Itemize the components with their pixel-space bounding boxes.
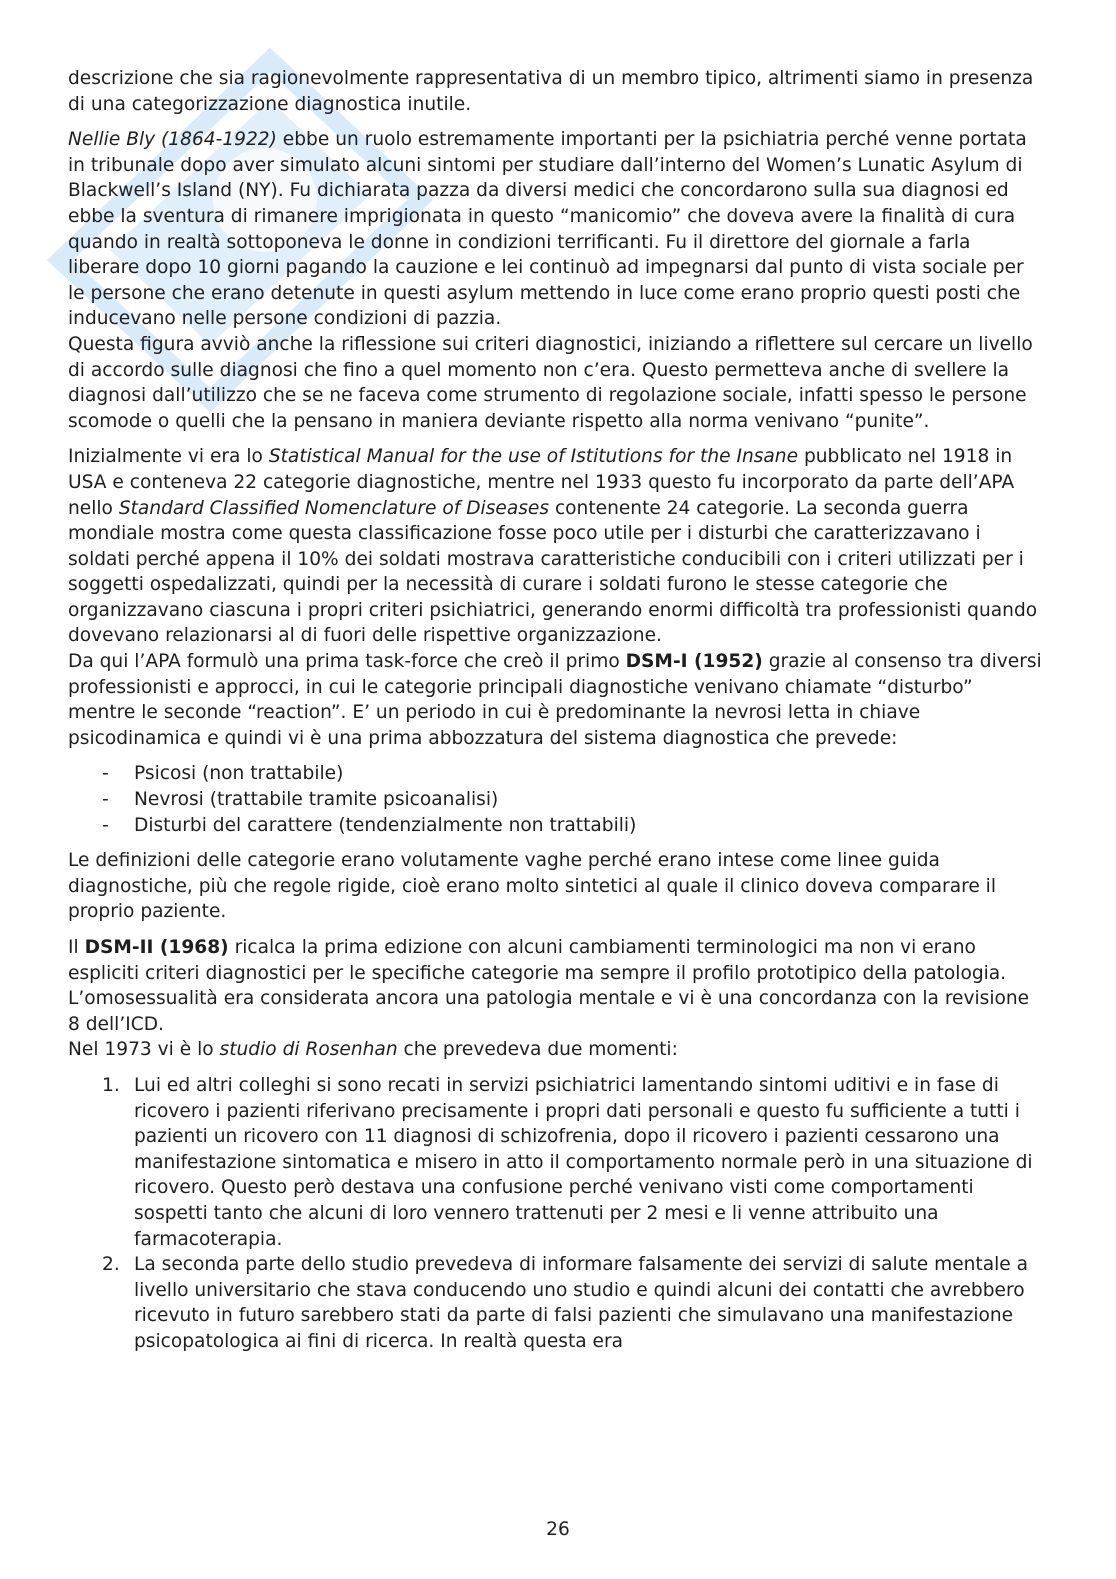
statistical-manual-text-c: contenente 24 categorie. La seconda guerra mondiale mostra come questa classificazione fosse poco utile per i disturbi che caratterizzavano i soldati perché appena il 10% dei soldati mostrava caratteristiche conducibili con i criteri utilizzati per i soggetti ospedalizzati, quindi per la necessità di curare i soldati furono le stesse categorie che organizzavano ciascuna i propri criteri psichiatrici, generando enormi difficoltà tra professionisti quando dovevano relazionarsi al di fuori delle rispettive organizzazione. xyxy=(68,497,1038,647)
paragraph-rosenhan xyxy=(68,1037,1043,1063)
rosenhan-text-b: che prevedeva due momenti: xyxy=(397,1039,678,1061)
list-item xyxy=(68,1073,1043,1252)
dsm-ii-text-a: Il xyxy=(68,937,85,958)
paragraph-dsm-ii xyxy=(68,935,1043,1037)
list-item-text: Disturbi del carattere (tendenzialmente non trattabili) xyxy=(134,814,637,836)
list-number: 1. xyxy=(102,1074,120,1096)
nomenclature-title: Standard Classified Nomenclature of Diseases xyxy=(118,497,550,519)
paragraph-intro: descrizione che sia ragionevolmente rappresentativa di un membro tipico, altrimenti siamo in presenza di una categorizzazione diagnostica inutile. xyxy=(68,68,1034,115)
document-body xyxy=(68,66,1043,1355)
list-item-text: La seconda parte dello studio prevedeva di informare falsamente dei servizi di salute mentale a livello universitario che stava conducendo uno studio e quindi alcuni dei contatti che avrebbero ricevuto in futuro sarebbero stati da parte di falsi pazienti che simulavano una manifestazione psicopatologica ai fini di ricerca. In realtà questa era xyxy=(134,1254,1029,1352)
list-item xyxy=(68,813,1043,839)
paragraph-statistical-manual xyxy=(68,444,1043,649)
dsm-i-text-a: Da qui l’APA formulò una prima task-force che creò il primo xyxy=(68,651,626,673)
nellie-bly-text: ebbe un ruolo estremamente importanti per la psichiatria perché venne portata in tribunale dopo aver simulato alcuni sintomi per studiare dall’interno del Women’s Lunatic Asylum di Blackwell’s Island (NY). Fu dichiarata pazza da diversi medici che concordarono sulla sua diagnosi ed ebbe la sventura di rimanere imprigionata in questo “manicomio” che doveva avere la finalità di cura quando in realtà sottoponeva le donne in condizioni terrificanti. Fu il direttore del giornale a farla liberare dopo 10 giorni pagando la cauzione e lei continuò ad impegnarsi dal punto di vista sociale per le persone che erano detenute in questi asylum mettendo in luce come erano proprio questi posti che inducevano nelle persone condizioni di pazzia. xyxy=(68,129,1027,330)
dsm-i-term: DSM-I (1952) xyxy=(625,651,763,673)
diagnostic-categories-list xyxy=(68,761,1043,838)
dsm-ii-term: DSM-II (1968) xyxy=(84,937,229,958)
list-item xyxy=(68,761,1043,787)
paragraph-definitions: Le definizioni delle categorie erano volutamente vaghe perché erano intese come linee guida diagnostiche, più che regole rigide, cioè erano molto sintetici al quale il clinico doveva comparare il proprio paziente. xyxy=(68,850,997,923)
rosenhan-steps-list xyxy=(68,1073,1043,1355)
list-marker: - xyxy=(102,763,109,785)
dsm-i-text-c: grazie al consenso tra diversi professionisti e approcci, in cui le categorie principali diagnostiche venivano chiamate “disturbo” mentre le seconde “reaction”. E’ un periodo in cui è predominante la nevrosi letta in chiave psicodinamica e quindi vi è una prima abbozzatura del sistema diagnostica che prevede: xyxy=(68,651,1042,749)
list-item-text: Psicosi (non trattabile) xyxy=(134,763,344,785)
page-number: 26 xyxy=(546,1519,570,1540)
list-item-text: Nevrosi (trattabile tramite psicoanalisi) xyxy=(134,789,499,811)
statistical-manual-text-a: Inizialmente vi era lo xyxy=(68,446,269,468)
list-item xyxy=(68,1252,1043,1354)
rosenhan-study: studio di Rosenhan xyxy=(219,1039,398,1061)
nellie-bly-lead: Nellie Bly (1864-1922) xyxy=(68,129,277,151)
statistical-manual-text-b: pubblicato nel 1918 in USA e conteneva 22 categorie diagnostiche, mentre nel 1933 questo fu incorporato da parte dell’APA nello xyxy=(68,446,1015,519)
list-marker: - xyxy=(102,789,109,811)
statistical-manual-title: Statistical Manual for the use of Istitutions for the Insane xyxy=(268,446,799,468)
paragraph-nellie-bly xyxy=(68,127,1043,332)
rosenhan-text-a: Nel 1973 vi è lo xyxy=(68,1039,220,1061)
dsm-ii-text-c: ricalca la prima edizione con alcuni cambiamenti terminologici ma non vi erano espliciti criteri diagnostici per le specifiche categorie ma sempre il profilo prototipico della patologia. L’omosessualità era considerata ancora una patologia mentale e vi è una concordanza con la revisione 8 dell’ICD. xyxy=(68,937,1030,1035)
list-marker: - xyxy=(102,814,109,836)
paragraph-criteria: Questa figura avviò anche la riflessione sui criteri diagnostici, iniziando a riflettere sul cercare un livello di accordo sulle diagnosi che fino a quel momento non c’era. Questo permetteva anche di svellere la diagnosi dall’utilizzo che se ne faceva come strumento di regolazione sociale, infatti spesso le persone scomode o quelli che la pensano in maniera deviante rispetto alla norma venivano “punite”. xyxy=(68,333,1033,432)
list-number: 2. xyxy=(102,1254,120,1276)
list-item-text: Lui ed altri colleghi si sono recati in servizi psichiatrici lamentando sintomi uditivi e in fase di ricovero i pazienti riferivano precisamente i propri dati personali e questo fu sufficiente a tutti i pazienti un ricovero con 11 diagnosi di schizofrenia, dopo il ricovero i pazienti cessarono una manifestazione sintomatica e misero in atto il comportamento normale però in una situazione di ricovero. Questo però destava una confusione perché venivano visti come comportamenti sospetti tanto che alcuni di loro vennero trattenuti per 2 mesi e li venne attribuito una farmacoterapia. xyxy=(134,1074,1033,1250)
list-item xyxy=(68,787,1043,813)
paragraph-dsm-i xyxy=(68,649,1043,751)
